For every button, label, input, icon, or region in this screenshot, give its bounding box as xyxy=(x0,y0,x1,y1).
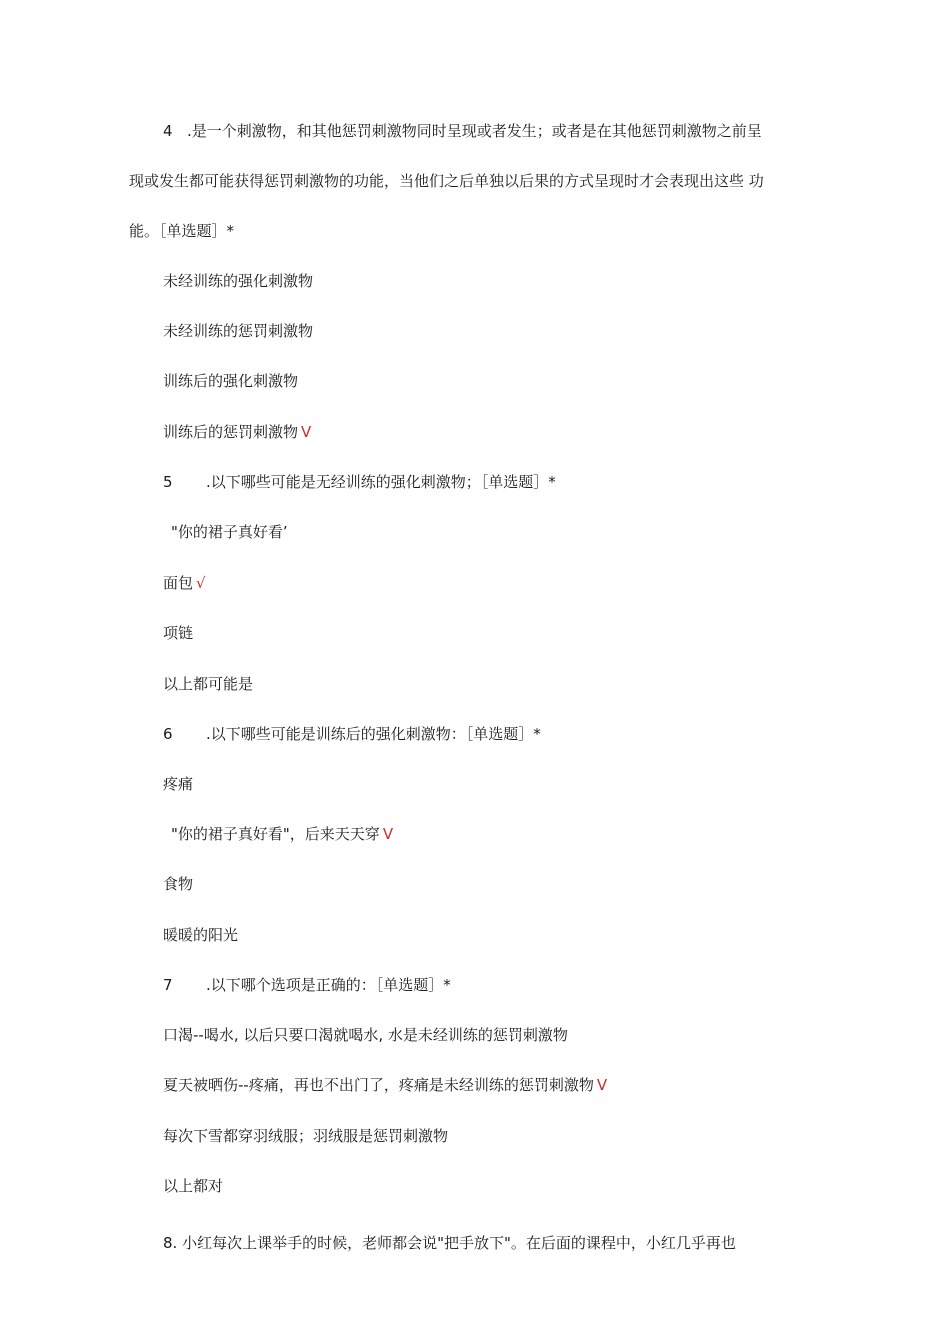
option-label: 未经训练的强化刺激物 xyxy=(163,272,314,290)
option[interactable] xyxy=(163,422,311,442)
question-text: .以下哪些可能是训练后的强化刺激物：［单选题］* xyxy=(206,725,541,743)
option[interactable] xyxy=(163,1126,451,1146)
question-text: 8. 小红每次上课举手的时候，老师都会说"把手放下"。在后面的课程中，小红几乎再也 xyxy=(163,1234,736,1252)
correct-mark: V xyxy=(301,423,312,441)
option-label: 以上都对 xyxy=(163,1177,224,1195)
option-label: 以上都可能是 xyxy=(163,675,254,693)
option-label: 面包 xyxy=(163,574,194,592)
option[interactable] xyxy=(163,321,316,341)
option[interactable] xyxy=(163,774,196,794)
correct-mark: √ xyxy=(196,574,206,592)
option[interactable] xyxy=(163,874,196,894)
option-label: 食物 xyxy=(163,875,194,893)
question-7 xyxy=(163,975,451,995)
question-text: .以下哪个选项是正确的：［单选题］* xyxy=(206,976,451,994)
option-label: 暖暖的阳光 xyxy=(163,926,239,944)
option-label: 每次下雪都穿羽绒服；羽绒服是惩罚刺激物 xyxy=(163,1127,449,1145)
question-8 xyxy=(163,1233,736,1253)
correct-mark: V xyxy=(596,1076,608,1094)
question-text: .是一个刺激物，和其他惩罚刺激物同时呈现或者发生；或者是在其他惩罚刺激物之前呈 xyxy=(187,122,762,140)
option[interactable] xyxy=(163,674,256,694)
option-label: "你的裙子真好看’ xyxy=(171,523,288,541)
question-text: .以下哪些可能是无经训练的强化刺激物；［单选题］* xyxy=(206,473,556,491)
option[interactable] xyxy=(171,522,291,542)
question-6 xyxy=(163,724,541,744)
option[interactable] xyxy=(163,371,301,391)
question-text: 能。［单选题］* xyxy=(129,222,235,240)
option[interactable] xyxy=(171,824,393,844)
question-number: 4 xyxy=(163,122,173,140)
option-label: 训练后的强化刺激物 xyxy=(163,372,299,390)
option-label: 夏天被晒伤--疼痛，再也不出门了，疼痛是未经训练的惩罚刺激物 xyxy=(163,1076,594,1094)
question-text: 现或发生都可能获得惩罚刺激物的功能，当他们之后单独以后果的方式呈现时才会表现出这些 功 xyxy=(129,172,764,190)
question-number: 6 xyxy=(163,725,173,743)
option-label: 口渴--喝水, 以后只要口渴就喝水, 水是未经训练的惩罚刺激物 xyxy=(163,1026,568,1044)
option[interactable] xyxy=(163,1176,226,1196)
option[interactable] xyxy=(163,573,206,593)
question-5 xyxy=(163,472,556,492)
option[interactable] xyxy=(163,623,196,643)
option[interactable] xyxy=(163,1025,571,1045)
option-label: 训练后的惩罚刺激物 xyxy=(163,423,299,441)
option-label: "你的裙子真好看"，后来天天穿 xyxy=(171,825,380,843)
correct-mark: V xyxy=(382,825,394,843)
question-4-line-1 xyxy=(163,121,762,141)
option-label: 未经训练的惩罚刺激物 xyxy=(163,322,314,340)
question-number: 5 xyxy=(163,473,173,491)
option-label: 疼痛 xyxy=(163,775,194,793)
option[interactable] xyxy=(163,925,241,945)
option[interactable] xyxy=(163,271,316,291)
option-label: 项链 xyxy=(163,624,194,642)
option[interactable] xyxy=(163,1075,607,1095)
question-4-line-3 xyxy=(129,221,234,241)
question-4-line-2 xyxy=(129,171,764,191)
question-number: 7 xyxy=(163,976,173,994)
